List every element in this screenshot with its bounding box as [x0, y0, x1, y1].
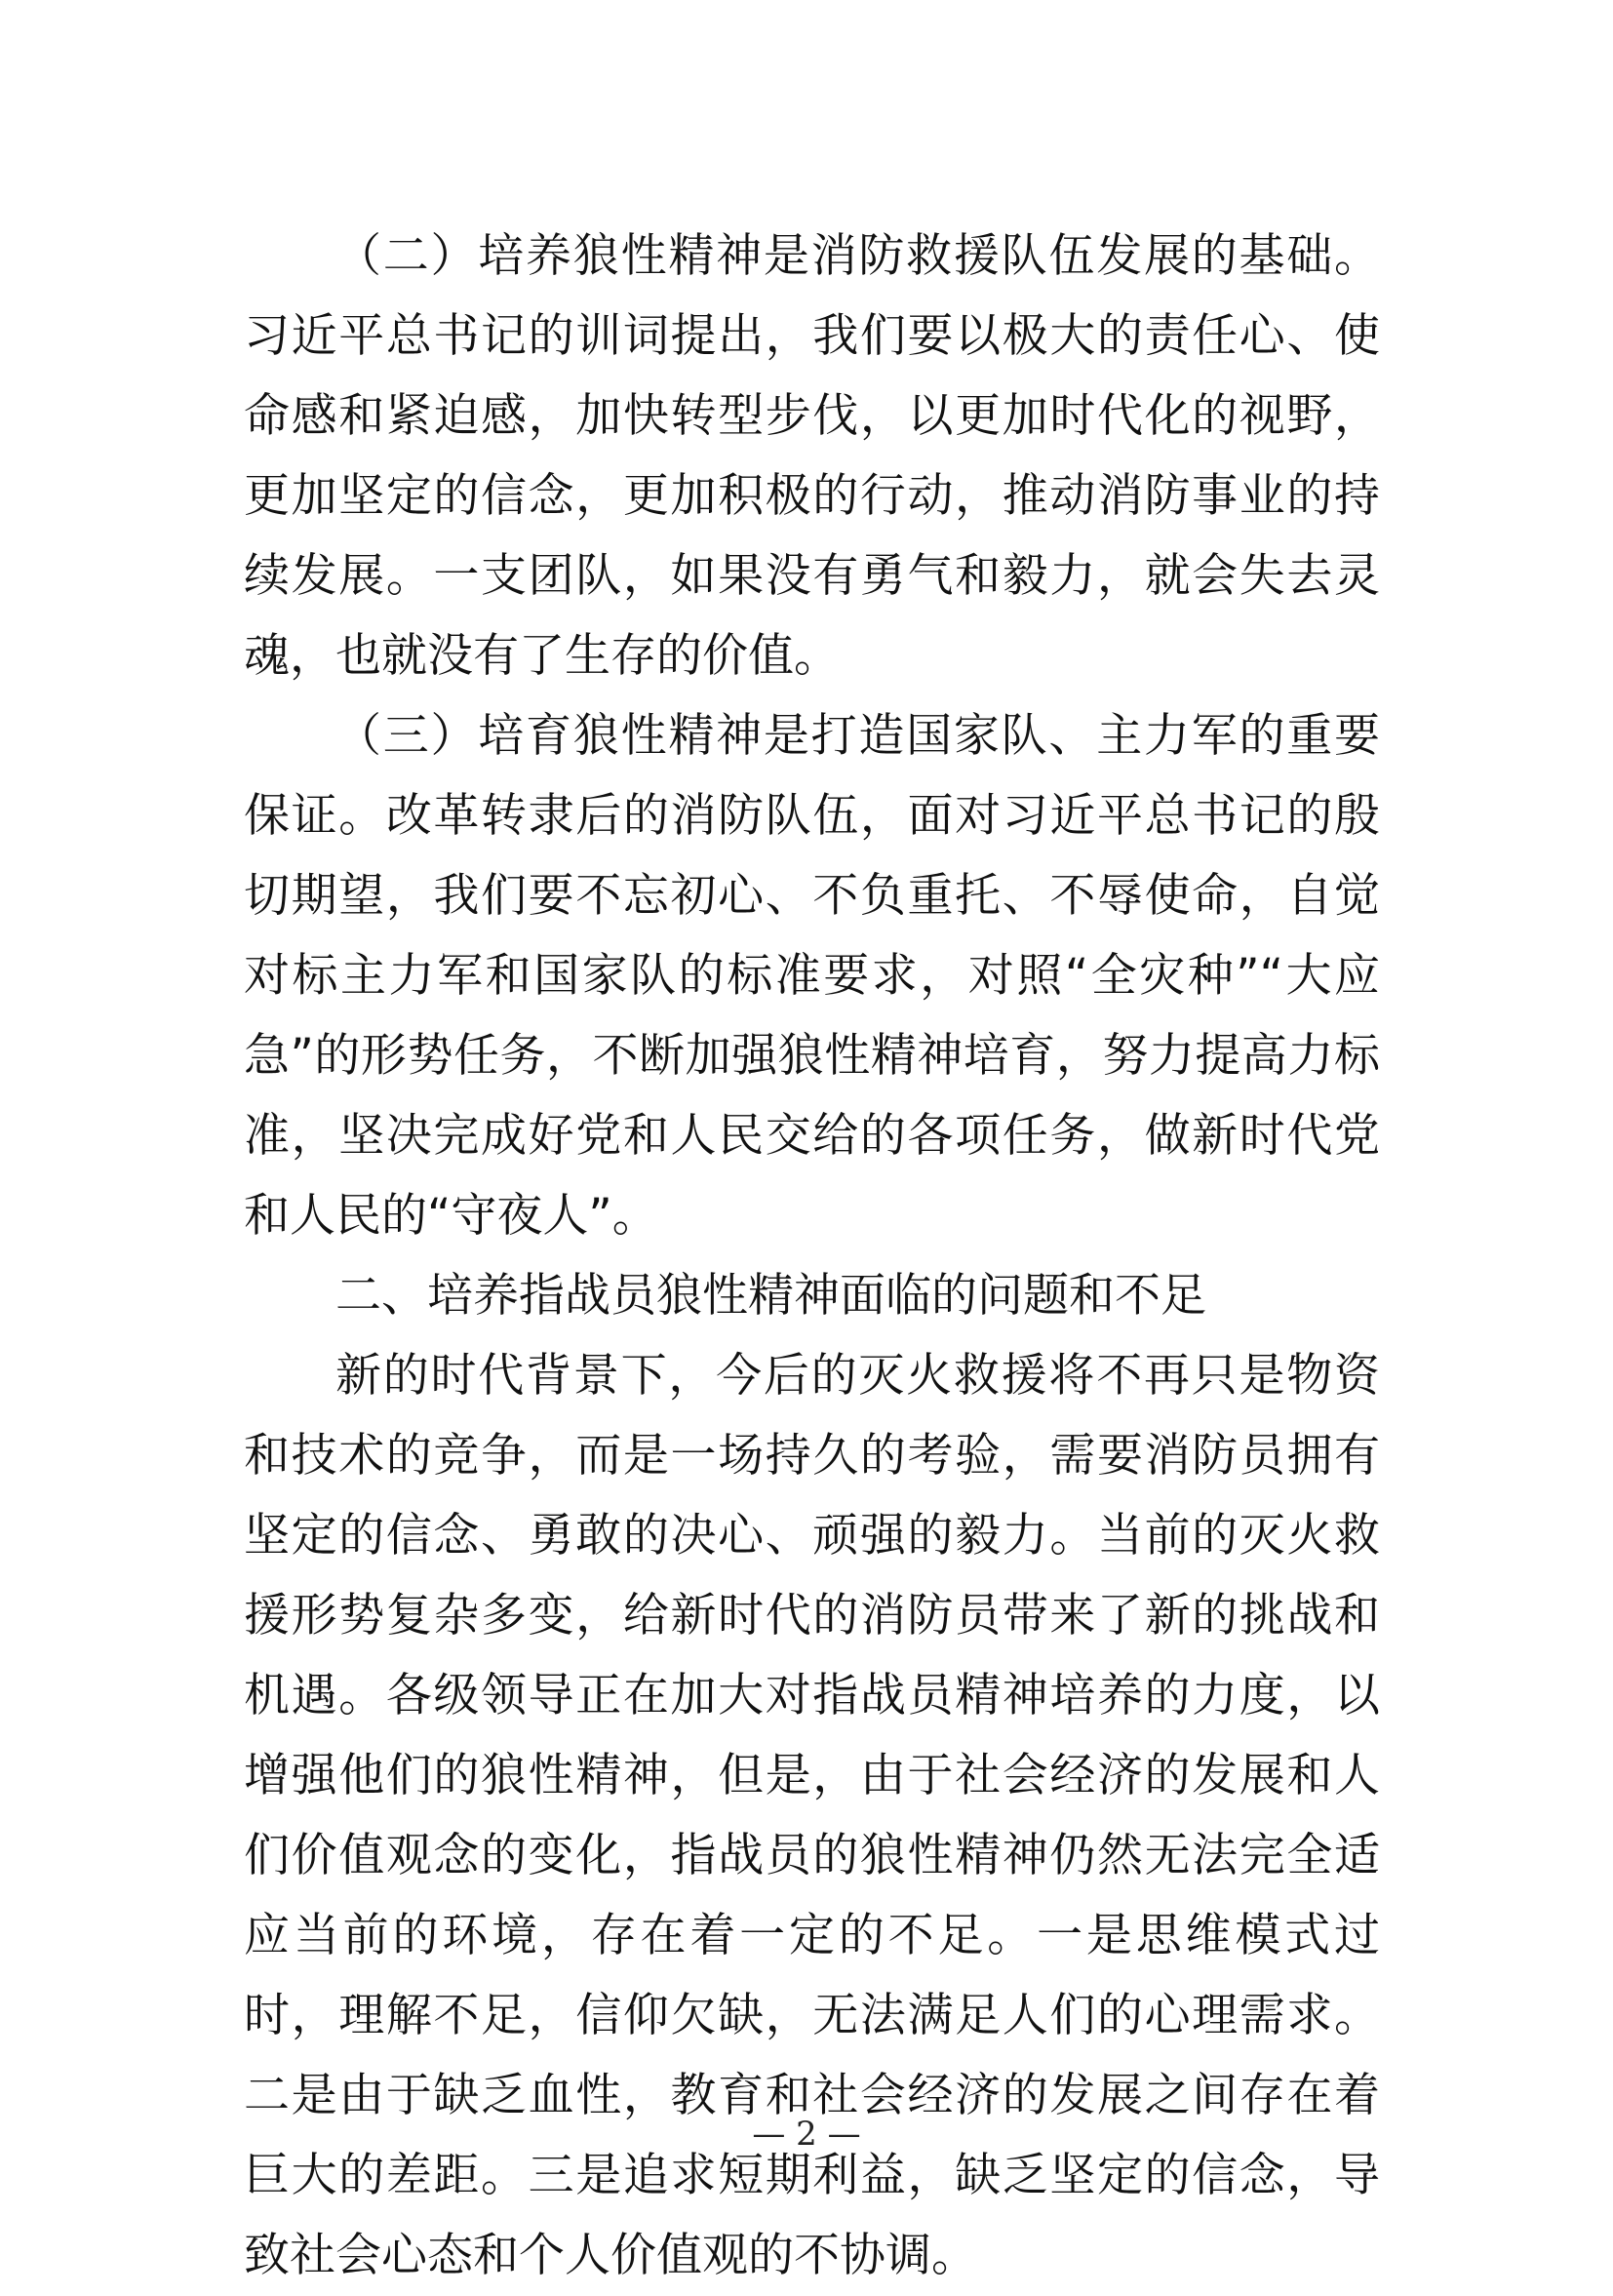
paragraph-section-two: （二）培养狼性精神是消防救援队伍发展的基础。习近平总书记的训词提出，我们要以极大的责任心、使命感和紧迫感，加快转型步伐，以更加时代化的视野，更加坚定的信念，更加积极的行动，推动消防事业的持续发展。一支团队，如果没有勇气和毅力，就会失去灵魂，也就没有了生存的价值。: [244, 229, 1380, 683]
page-number: — 2 —: [752, 2115, 861, 2154]
section-heading: 二、培养指战员狼性精神面临的问题和不足: [335, 1269, 1206, 1323]
document-body: [244, 217, 1380, 2296]
paragraph-problems: 新的时代背景下，今后的灭火救援将不再只是物资和技术的竞争，而是一场持久的考验，需要消防员拥有坚定的信念、勇敢的决心、顽强的毅力。当前的灭火救援形势复杂多变，给新时代的消防员带来了新的挑战和机遇。各级领导正在加大对指战员精神培养的力度，以增强他们的狼性精神，但是，由于社会经济的发展和人们价值观念的变化，指战员的狼性精神仍然无法完全适应当前的环境，存在着一定的不足。一是思维模式过时，理解不足，信仰欠缺，无法满足人们的心理需求。二是由于缺乏血性，教育和社会经济的发展之间存在着巨大的差距。三是追求短期利益，缺乏坚定的信念，导致社会心态和个人价值观的不协调。: [244, 1349, 1380, 2282]
paragraph-section-three: （三）培育狼性精神是打造国家队、主力军的重要保证。改革转隶后的消防队伍，面对习近平总书记的殷切期望，我们要不忘初心、不负重托、不辱使命，自觉对标主力军和国家队的标准要求，对照“全灾种”“大应急”的形势任务，不断加强狼性精神培育，努力提高力标准，坚决完成好党和人民交给的各项任务，做新时代党和人民的“守夜人”。: [244, 709, 1380, 1243]
